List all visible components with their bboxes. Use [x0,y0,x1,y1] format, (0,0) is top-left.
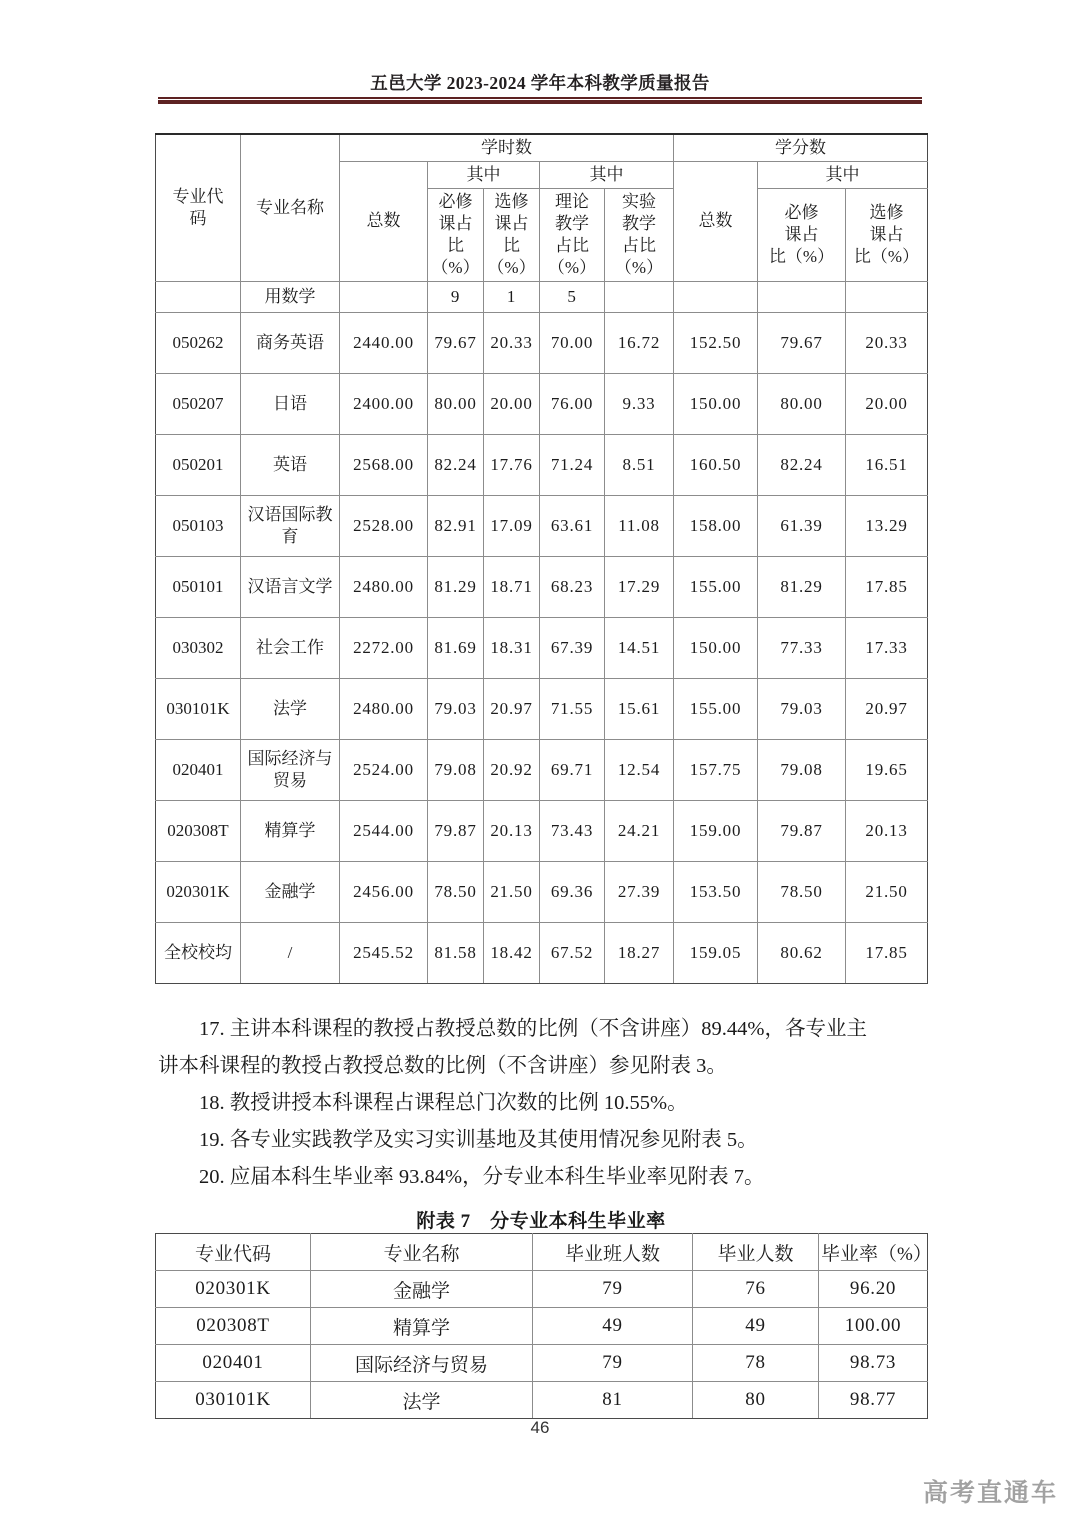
cell-credits_required: 81.29 [758,556,846,617]
cell-name: 汉语国际教育 [241,495,340,556]
cell-code: 050103 [156,495,241,556]
cell-credits_total [674,281,758,312]
cell-name: 汉语言文学 [241,556,340,617]
cell-code: 030302 [156,617,241,678]
col-credits-required-pct [758,188,846,281]
running-header-title: 五邑大学 2023-2024 学年本科教学质量报告 [370,73,710,93]
cell-name: 日语 [241,373,340,434]
table-row [156,1345,928,1382]
cell-hours_theory: 71.24 [540,434,605,495]
cell-code: 050201 [156,434,241,495]
cr-req-line2: 课占 [784,224,819,244]
cell-hours_total: 2568.00 [340,434,428,495]
cell-hours_total: 2440.00 [340,312,428,373]
t7-cell-rate: 96.20 [819,1271,928,1308]
cell-hours_theory: 71.55 [540,678,605,739]
table7-header-row [156,1234,928,1271]
cell-hours_lab: 18.27 [605,922,674,983]
cell-hours_total: 2456.00 [340,861,428,922]
cell-code: 030101K [156,678,241,739]
table-row [156,495,928,556]
paragraph-17b: 讲本科课程的教授占教授总数的比例（不含讲座）参见附表 3。 [158,1055,727,1078]
cell-hours_theory: 67.52 [540,922,605,983]
cell-credits_required: 80.00 [758,373,846,434]
cell-hours_lab: 8.51 [605,434,674,495]
cell-hours_total: 2545.52 [340,922,428,983]
cell-hours_theory: 69.71 [540,739,605,800]
cr-req-line1: 必修 [784,202,819,222]
t7-cell-code: 020401 [156,1345,311,1382]
hours-req-line3: 比 [447,235,464,255]
cell-credits_elective: 21.50 [846,861,928,922]
t7-cell-grad_count: 78 [693,1345,819,1382]
table-row [156,373,928,434]
cell-credits_elective: 16.51 [846,434,928,495]
cell-name: 社会工作 [241,617,340,678]
cell-hours_elective: 1 [484,281,540,312]
t7-cell-name: 法学 [311,1382,533,1419]
cell-name: 用数学 [241,281,340,312]
among-which-credits: 其中 [758,161,928,188]
cr-elec-line2: 课占 [869,224,904,244]
cell-hours_lab: 12.54 [605,739,674,800]
cell-hours_required: 81.58 [428,922,484,983]
cell-hours_lab: 11.08 [605,495,674,556]
cell-credits_required: 79.67 [758,312,846,373]
cell-code: 050207 [156,373,241,434]
cell-credits_total: 155.00 [674,556,758,617]
cell-credits_elective: 20.33 [846,312,928,373]
cell-hours_elective: 20.97 [484,678,540,739]
cell-hours_total: 2524.00 [340,739,428,800]
cell-credits_elective [846,281,928,312]
t7-cell-class_count: 79 [533,1271,693,1308]
col-hours-required-pct [428,188,484,281]
cell-hours_elective: 20.13 [484,800,540,861]
t7-cell-class_count: 79 [533,1345,693,1382]
cell-name: 英语 [241,434,340,495]
t7-cell-grad_count: 76 [693,1271,819,1308]
cell-hours_lab: 24.21 [605,800,674,861]
t7-cell-name: 金融学 [311,1271,533,1308]
cell-hours_required: 9 [428,281,484,312]
header-row-group [156,134,928,161]
table-row [156,1271,928,1308]
cell-hours_required: 79.08 [428,739,484,800]
cell-hours_required: 79.67 [428,312,484,373]
cell-hours_theory: 5 [540,281,605,312]
paragraph-20: 20. 应届本科生毕业率 93.84%，分专业本科生毕业率见附表 7。 [199,1166,765,1189]
cell-credits_required: 82.24 [758,434,846,495]
table-row [156,1308,928,1345]
paragraph-19: 19. 各专业实践教学及实习实训基地及其使用情况参见附表 5。 [199,1129,758,1152]
cell-hours_elective: 20.00 [484,373,540,434]
t7-cell-code: 020301K [156,1271,311,1308]
cell-hours_elective: 17.09 [484,495,540,556]
lab-line3: 占比 [622,235,656,255]
hours-req-line2: 课占 [438,213,473,233]
cell-code: 020301K [156,861,241,922]
table-row [156,678,928,739]
cell-credits_elective: 13.29 [846,495,928,556]
t7-cell-rate: 98.73 [819,1345,928,1382]
cell-credits_required [758,281,846,312]
cell-hours_required: 79.87 [428,800,484,861]
table-row [156,1382,928,1419]
cell-hours_lab [605,281,674,312]
table-row [156,861,928,922]
cell-name: 商务英语 [241,312,340,373]
t7-cell-grad_count: 49 [693,1308,819,1345]
t7-col-major-name: 专业名称 [311,1234,533,1271]
cell-hours_theory: 63.61 [540,495,605,556]
t7-cell-grad_count: 80 [693,1382,819,1419]
t7-cell-name: 国际经济与贸易 [311,1345,533,1382]
cell-hours_theory: 69.36 [540,861,605,922]
t7-cell-code: 030101K [156,1382,311,1419]
cell-credits_elective: 17.85 [846,556,928,617]
col-hours-theory-pct [540,188,605,281]
cell-code [156,281,241,312]
cell-hours_elective: 18.31 [484,617,540,678]
table7-body [156,1271,928,1419]
cell-credits_total: 160.50 [674,434,758,495]
table-row [156,434,928,495]
theory-line4: （%） [547,257,597,277]
cell-hours_required: 82.24 [428,434,484,495]
paragraph-17a: 17. 主讲本科课程的教授占教授总数的比例（不含讲座）89.44%，各专业主 [199,1018,867,1040]
cell-code: 050262 [156,312,241,373]
course-hours-credits-table [155,133,928,984]
t7-cell-name: 精算学 [311,1308,533,1345]
page-number: 46 [530,1418,550,1437]
cell-credits_required: 80.62 [758,922,846,983]
cell-hours_theory: 67.39 [540,617,605,678]
t7-cell-rate: 100.00 [819,1308,928,1345]
cell-hours_required: 78.50 [428,861,484,922]
cell-hours_elective: 21.50 [484,861,540,922]
cell-hours_lab: 14.51 [605,617,674,678]
hours-elec-line3: 比 [503,235,520,255]
cell-hours_total: 2272.00 [340,617,428,678]
table-body [156,281,928,983]
t7-cell-rate: 98.77 [819,1382,928,1419]
cell-code: 全校校均 [156,922,241,983]
cell-code: 020401 [156,739,241,800]
cell-credits_required: 79.08 [758,739,846,800]
hours-req-line4: （%） [431,257,480,277]
cell-name: 精算学 [241,800,340,861]
cell-credits_required: 79.03 [758,678,846,739]
header-rule [158,97,922,104]
cell-hours_elective: 18.42 [484,922,540,983]
col-major-name: 专业名称 [241,134,340,281]
cell-hours_total: 2480.00 [340,678,428,739]
cell-hours_elective: 17.76 [484,434,540,495]
cell-hours_elective: 20.33 [484,312,540,373]
cell-credits_required: 79.87 [758,800,846,861]
cell-hours_lab: 27.39 [605,861,674,922]
table-row [156,739,928,800]
cell-credits_total: 159.00 [674,800,758,861]
cell-hours_required: 81.69 [428,617,484,678]
cell-credits_required: 61.39 [758,495,846,556]
cell-credits_total: 150.00 [674,617,758,678]
cell-hours_total: 2400.00 [340,373,428,434]
cell-name: 金融学 [241,861,340,922]
group-credits: 学分数 [674,134,928,161]
t7-col-grad-rate: 毕业率（%） [819,1234,928,1271]
cell-hours_lab: 16.72 [605,312,674,373]
cell-credits_elective: 20.00 [846,373,928,434]
col-credits-elective-pct [846,188,928,281]
theory-line2: 教学 [555,213,589,233]
cell-code: 020308T [156,800,241,861]
cell-credits_total: 158.00 [674,495,758,556]
cell-hours_required: 81.29 [428,556,484,617]
table-head [156,134,928,281]
graduation-rate-table [155,1233,932,1419]
cell-credits_total: 159.05 [674,922,758,983]
cell-hours_theory: 73.43 [540,800,605,861]
cell-credits_total: 155.00 [674,678,758,739]
cell-credits_total: 150.00 [674,373,758,434]
cell-hours_total: 2480.00 [340,556,428,617]
cell-code: 050101 [156,556,241,617]
cell-hours_total: 2544.00 [340,800,428,861]
cell-hours_theory: 68.23 [540,556,605,617]
major-code-line1: 专业代 [172,186,224,206]
cell-credits_total: 152.50 [674,312,758,373]
cell-hours_total: 2528.00 [340,495,428,556]
hours-elec-line2: 课占 [494,213,529,233]
cell-credits_elective: 19.65 [846,739,928,800]
col-hours-elective-pct [484,188,540,281]
among-which-hours-theory-lab: 其中 [540,161,674,188]
cell-credits_total: 157.75 [674,739,758,800]
table7-caption: 附表 7 分专业本科生毕业率 [416,1211,666,1232]
hours-elec-line1: 选修 [494,191,529,211]
paragraph-18: 18. 教授讲授本科课程占课程总门次数的比例 10.55%。 [199,1092,688,1115]
cell-hours_required: 82.91 [428,495,484,556]
table-row [156,556,928,617]
col-credits-total: 总数 [674,161,758,281]
cell-credits_total: 153.50 [674,861,758,922]
cell-hours_lab: 15.61 [605,678,674,739]
cell-name: / [241,922,340,983]
group-hours: 学时数 [340,134,674,161]
lab-line4: （%） [614,257,664,277]
cell-hours_total [340,281,428,312]
cell-credits_elective: 17.85 [846,922,928,983]
cell-name: 法学 [241,678,340,739]
lab-line2: 教学 [622,213,656,233]
among-which-hours-req-elec: 其中 [428,161,540,188]
cell-hours_lab: 17.29 [605,556,674,617]
t7-cell-class_count: 49 [533,1308,693,1345]
table-row [156,281,928,312]
cell-hours_theory: 70.00 [540,312,605,373]
cell-credits_required: 78.50 [758,861,846,922]
cell-hours_required: 79.03 [428,678,484,739]
cr-req-line3: 比（%） [768,246,835,266]
table7-head [156,1234,932,1271]
table-row [156,922,928,983]
t7-col-class-count: 毕业班人数 [533,1234,693,1271]
cr-elec-line3: 比（%） [853,246,920,266]
cell-credits_elective: 20.13 [846,800,928,861]
col-hours-lab-pct [605,188,674,281]
cell-name: 国际经济与贸易 [241,739,340,800]
cell-credits_required: 77.33 [758,617,846,678]
t7-col-major-code: 专业代码 [156,1234,311,1271]
cell-credits_elective: 20.97 [846,678,928,739]
hours-req-line1: 必修 [438,191,473,211]
numbered-paragraphs [158,1011,924,1196]
t7-cell-code: 020308T [156,1308,311,1345]
t7-col-grad-count: 毕业人数 [693,1234,819,1271]
t7-cell-class_count: 81 [533,1382,693,1419]
cell-hours_elective: 20.92 [484,739,540,800]
cell-credits_elective: 17.33 [846,617,928,678]
theory-line3: 占比 [555,235,589,255]
watermark: 高考直通车 [922,1479,1058,1507]
cr-elec-line1: 选修 [869,202,904,222]
cell-hours_theory: 76.00 [540,373,605,434]
col-major-code [156,134,241,281]
theory-line1: 理论 [555,191,589,211]
hours-elec-line4: （%） [487,257,536,277]
major-code-line2: 码 [189,208,207,228]
table-row [156,800,928,861]
cell-hours_lab: 9.33 [605,373,674,434]
lab-line1: 实验 [622,191,656,211]
cell-hours_required: 80.00 [428,373,484,434]
col-hours-total: 总数 [340,161,428,281]
cell-hours_elective: 18.71 [484,556,540,617]
table-row [156,617,928,678]
table-row [156,312,928,373]
